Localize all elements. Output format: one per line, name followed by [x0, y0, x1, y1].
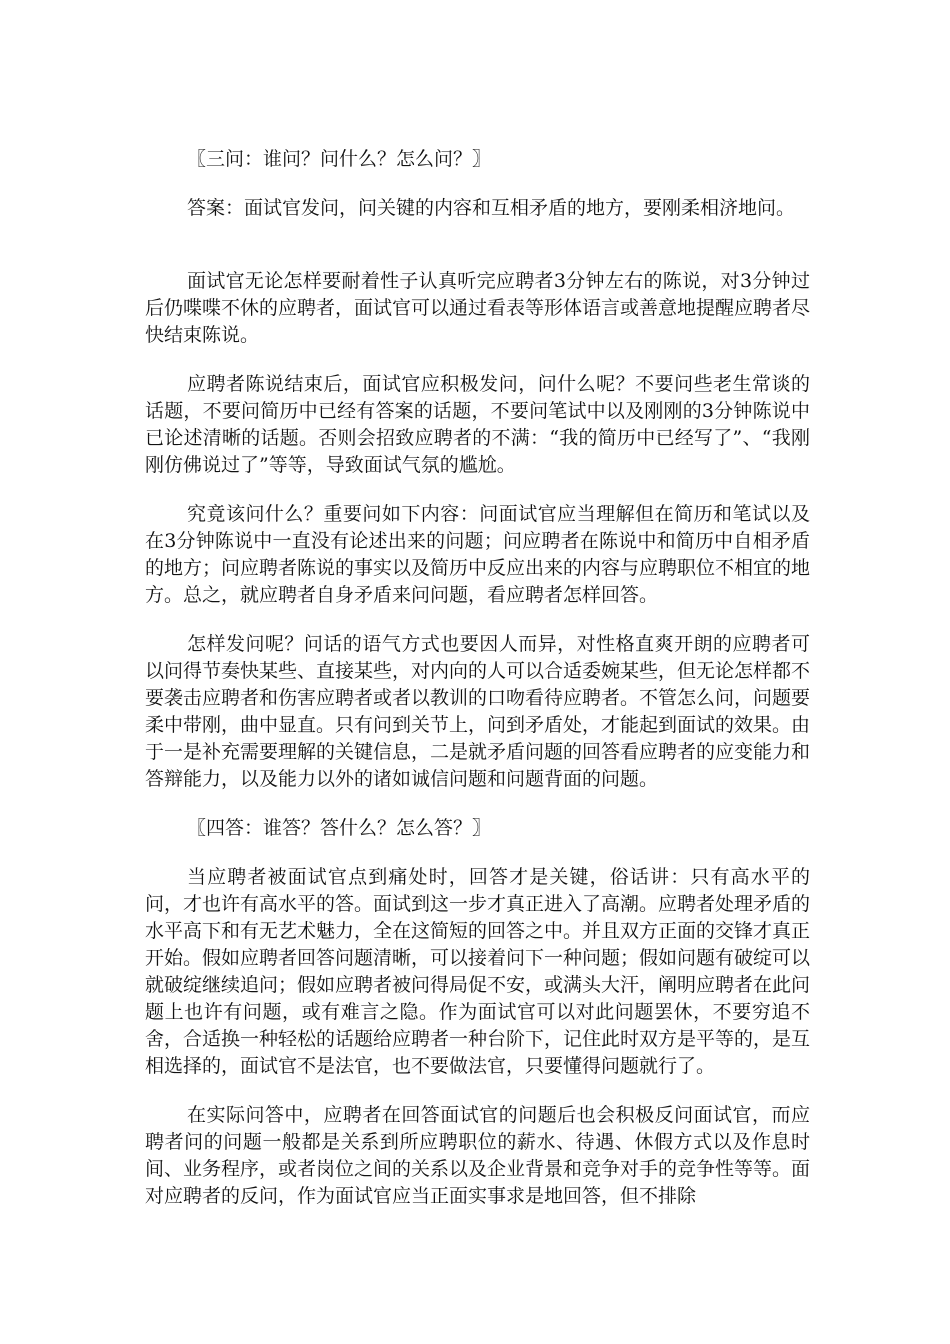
- paragraph-listen: 面试官无论怎样要耐着性子认真听完应聘者3分钟左右的陈说，对3分钟过后仍喋喋不休的应聘者，面试官可以通过看表等形体语言或善意地提醒应聘者尽快结束陈说。: [145, 270, 811, 346]
- paragraph-answering: 当应聘者被面试官点到痛处时，回答才是关键，俗话讲：只有高水平的问，才也许有高水平的答。面试到这一步才真正进入了高潮。应聘者处理矛盾的水平高下和有无艺术魅力，全在这简短的回答之中。并且双方正面的交锋才真正开始。假如应聘者回答问题清晰，可以接着问下一种问题；假如问题有破绽可以就破绽继续追问；假如应聘者被问得局促不安，或满头大汗，阐明应聘者在此问题上也许有问题，或有难言之隐。作为面试官可以对此问题罢休，不要穷追不舍，合适换一种轻松的话题给应聘者一种台阶下，记住此时双方是平等的，是互相选择的，面试官不是法官，也不要做法官，只要懂得问题就行了。: [145, 866, 811, 1077]
- section-heading-four-answers: 〖四答：谁答？答什么？怎么答？〗: [187, 817, 492, 839]
- section-heading-three-questions: 〖三问：谁问？问什么？怎么问？〗: [187, 148, 492, 170]
- answer-line: 答案：面试官发问，问关键的内容和互相矛盾的地方，要刚柔相济地问。: [187, 197, 796, 219]
- paragraph-counter-questions: 在实际问答中，应聘者在回答面试官的问题后也会积极反问面试官，而应聘者问的问题一般都是关系到所应聘职位的薪水、待遇、休假方式以及作息时间、业务程序，或者岗位之间的关系以及企业背景和竞争对手的竞争性等等。面对应聘者的反问，作为面试官应当正面实事求是地回答，但不排除: [145, 1104, 811, 1207]
- paragraph-what-not-to-ask: 应聘者陈说结束后，面试官应积极发问，问什么呢？不要问些老生常谈的话题，不要问简历中已经有答案的话题，不要问笔试中以及刚刚的3分钟陈说中已论述清晰的话题。否则会招致应聘者的不满：“我的简历中已经写了”、“我刚刚仿佛说过了”等等，导致面试气氛的尴尬。: [145, 373, 810, 476]
- paragraph-what-to-ask: 究竟该问什么？重要问如下内容：问面试官应当理解但在简历和笔试以及在3分钟陈说中一直没有论述出来的问题；问应聘者在陈说中和简历中自相矛盾的地方；问应聘者陈说的事实以及简历中反应出来的内容与应聘职位不相宜的地方。总之，就应聘者自身矛盾来问问题，看应聘者怎样回答。: [145, 503, 811, 606]
- paragraph-how-to-ask: 怎样发问呢？问话的语气方式也要因人而异，对性格直爽开朗的应聘者可以问得节奏快某些、直接某些，对内向的人可以合适委婉某些，但无论怎样都不要袭击应聘者和伤害应聘者或者以教训的口吻看待应聘者。不管怎么问，问题要柔中带刚，曲中显直。只有问到关节上，问到矛盾处，才能起到面试的效果。由于一是补充需要理解的关键信息，二是就矛盾问题的回答看应聘者的应变能力和答辩能力，以及能力以外的诸如诚信问题和问题背面的问题。: [145, 633, 811, 790]
- document-body: [145, 146, 810, 1232]
